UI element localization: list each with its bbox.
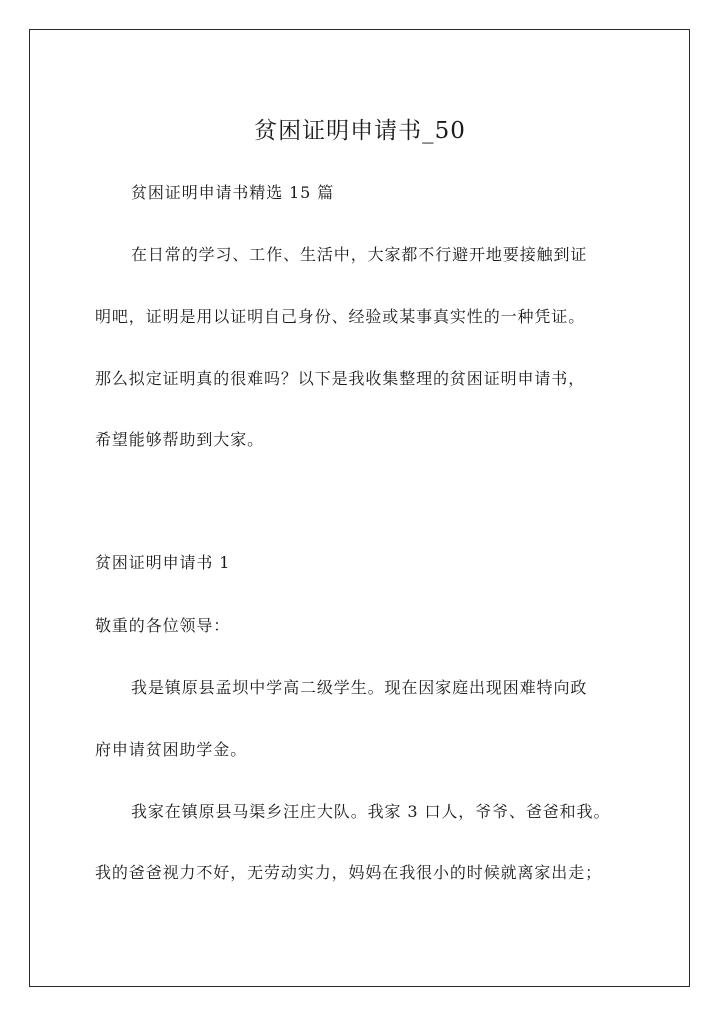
- paragraph-line: 我是镇原县孟坝中学高二级学生。现在因家庭出现困难特向政: [131, 678, 588, 697]
- intro-line: 那么拟定证明真的很难吗？以下是我收集整理的贫困证明申请书，: [95, 369, 586, 388]
- paragraph-line: 我的爸爸视力不好，无劳动实力，妈妈在我很小的时候就离家出走；: [95, 863, 603, 882]
- page-border: [29, 29, 690, 987]
- paragraph-line: 府申请贫困助学金。: [95, 740, 248, 759]
- salutation: 敬重的各位领导：: [95, 616, 231, 635]
- intro-line: 明吧，证明是用以证明自己身份、经验或某事真实性的一种凭证。: [95, 307, 586, 326]
- document-title: 贫困证明申请书_50: [254, 118, 466, 144]
- paragraph-line: 我家在镇原县马渠乡汪庄大队。我家 3 口人，爷爷、爸爸和我。: [131, 802, 611, 821]
- document-subtitle: 贫困证明申请书精选 15 篇: [131, 183, 335, 202]
- intro-line: 希望能够帮助到大家。: [95, 430, 265, 449]
- intro-line: 在日常的学习、工作、生活中，大家都不行避开地要接触到证: [131, 245, 588, 264]
- section-heading: 贫困证明申请书 1: [95, 553, 231, 572]
